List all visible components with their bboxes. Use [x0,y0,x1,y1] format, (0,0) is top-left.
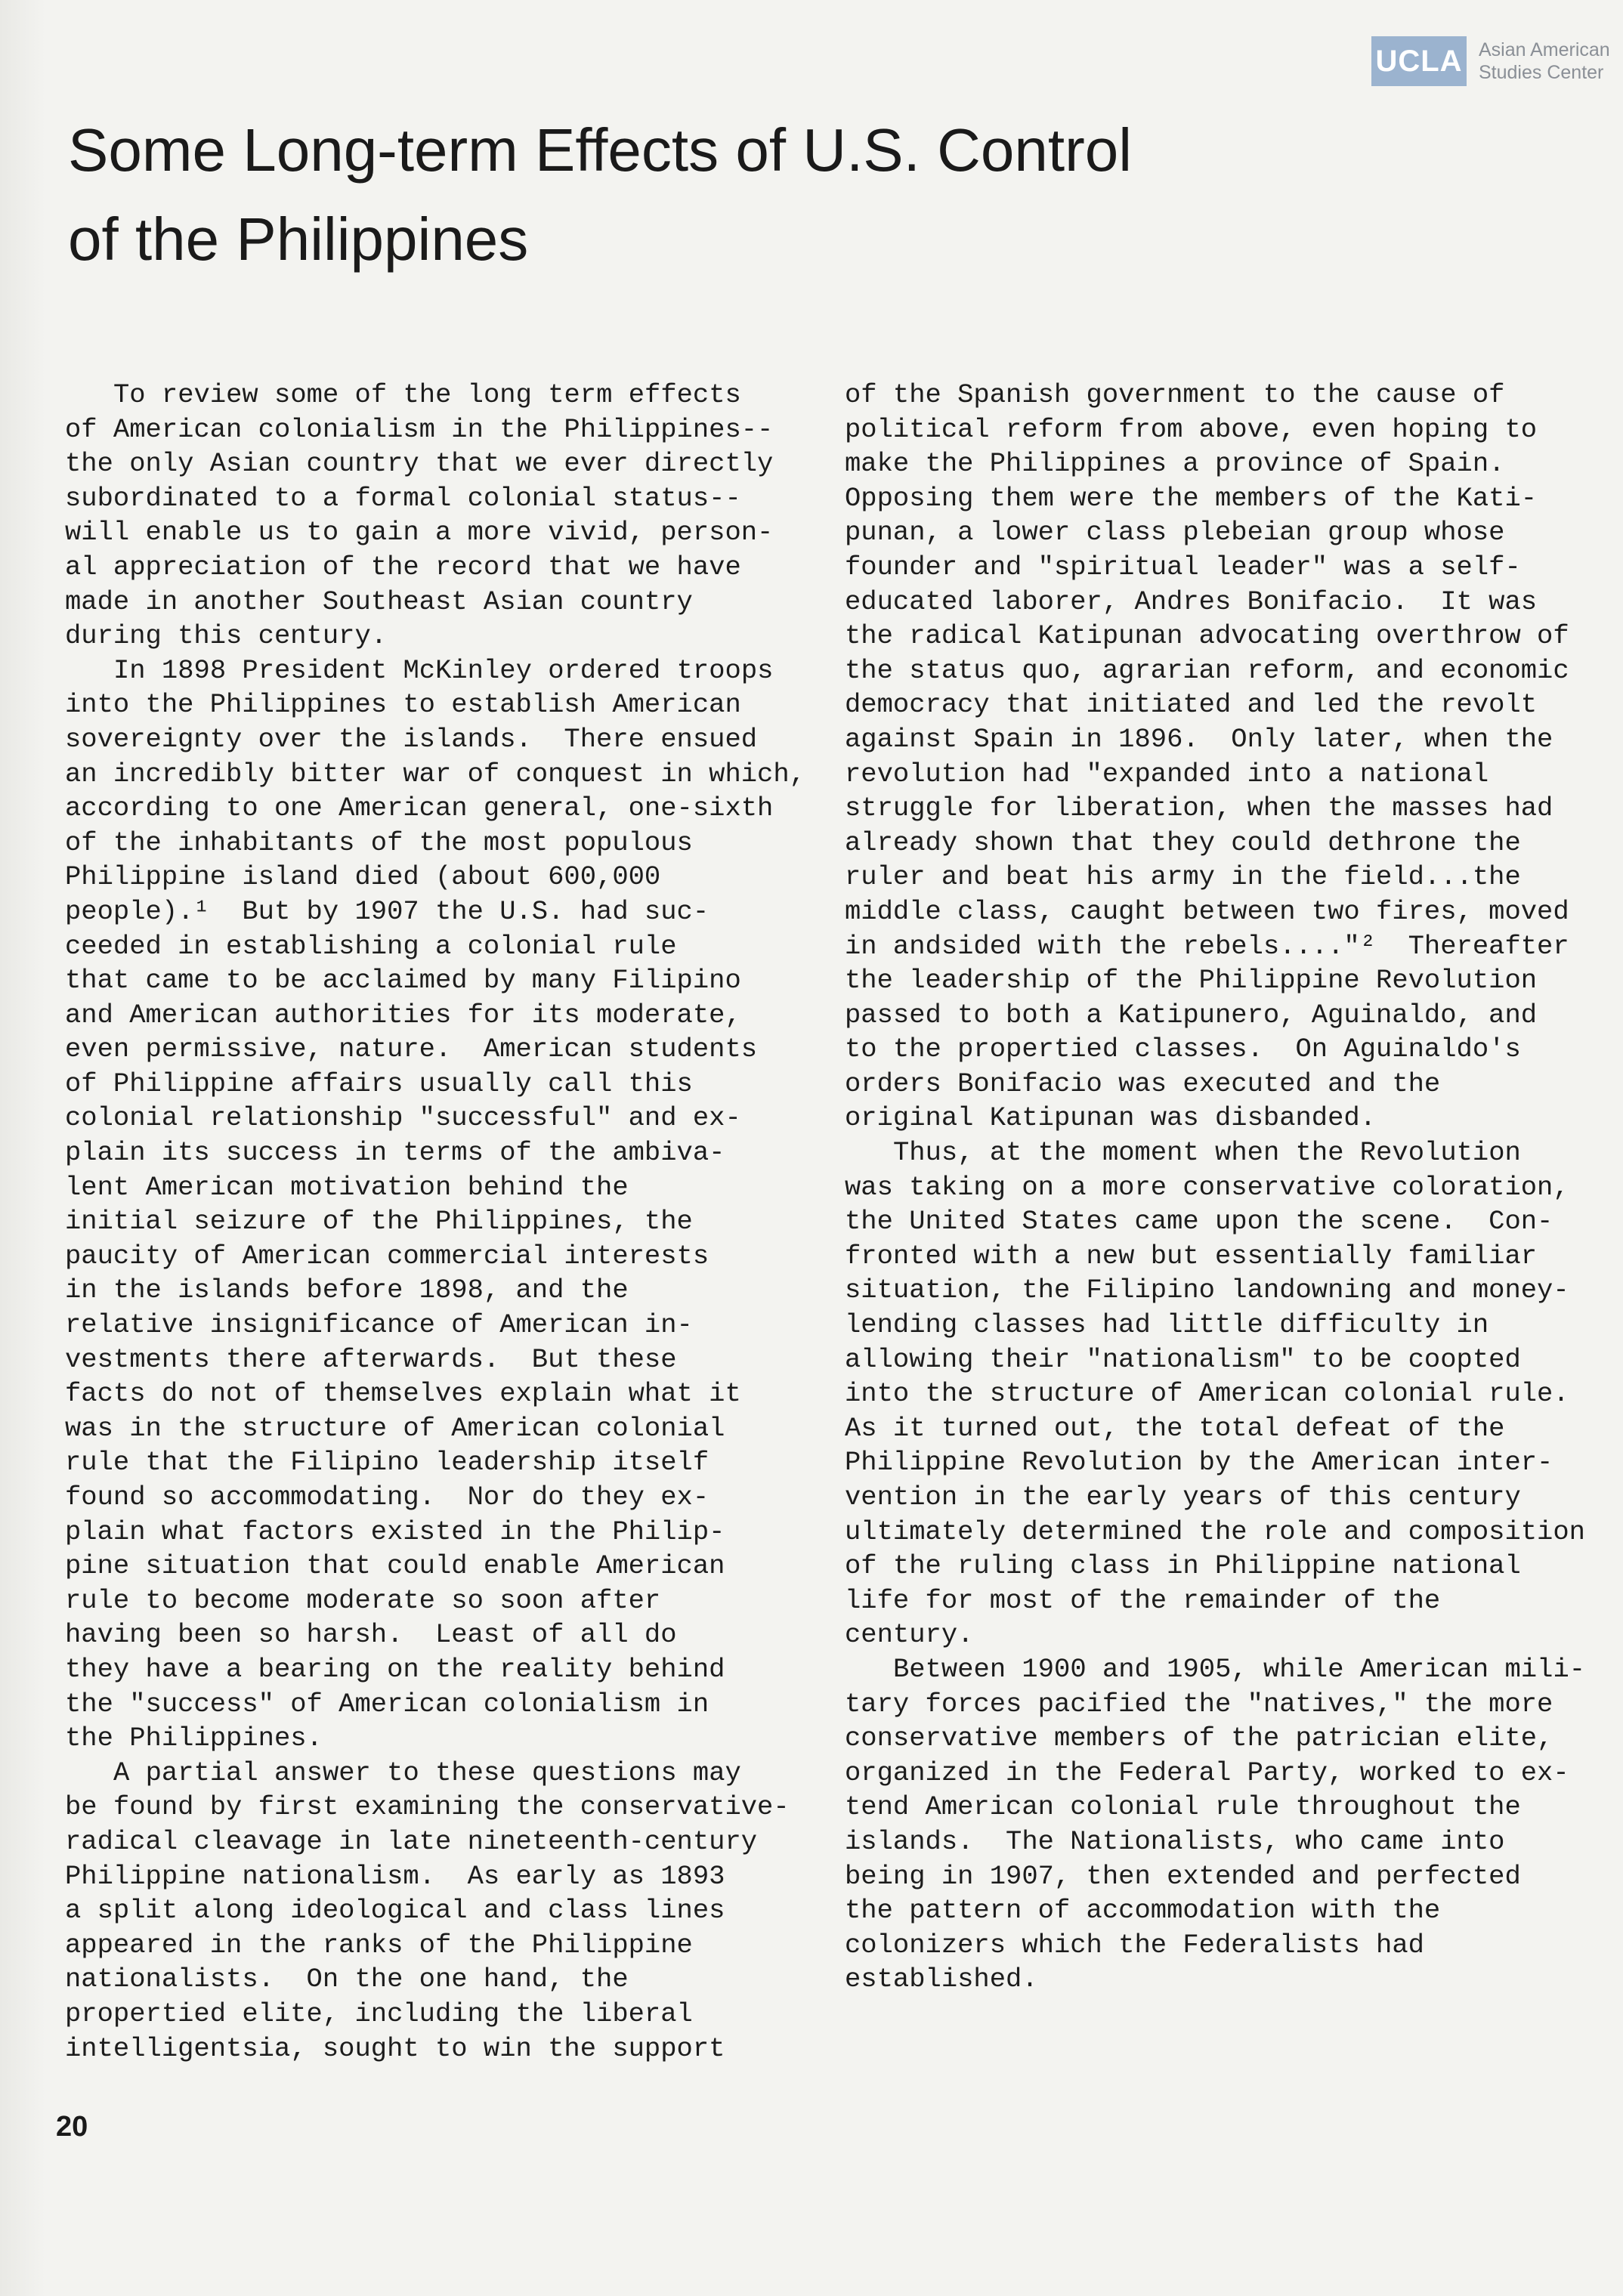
article-title-line-2: of the Philippines [68,205,529,273]
text-line: Opposing them were the members of the Kati- [845,482,1538,514]
text-line: life for most of the remainder of the [845,1584,1441,1616]
text-line: To review some of the long term effects [113,379,741,410]
text-line: revolution had "expanded into a national [845,758,1489,790]
text-line: established. [845,1964,1038,1995]
text-line: even permissive, nature. American students [65,1034,758,1065]
page-number: 20 [56,2111,88,2143]
text-line: of the ruling class in Philippine national [845,1550,1521,1582]
text-line: century. [845,1619,974,1651]
text-line: situation, the Filipino landowning and money- [845,1275,1569,1306]
text-line: colonial relationship "successful" and ex- [65,1102,741,1134]
text-line: make the Philippines a province of Spain. [845,448,1505,480]
text-line: punan, a lower class plebeian group whose [845,517,1505,549]
text-line: rule that the Filipino leadership itself [65,1447,709,1479]
text-line: of the inhabitants of the most populous [65,827,693,858]
logo-caption [1479,39,1610,84]
text-line: they have a bearing on the reality behind [65,1653,725,1685]
text-line: In 1898 President McKinley ordered troops [113,654,774,686]
text-line: made in another Southeast Asian country [65,586,693,617]
text-line: according to one American general, one-sixth [65,793,774,824]
text-line: lent American motivation behind the [65,1171,629,1203]
logo-caption-line-1: Asian American [1479,39,1610,60]
text-line: Between 1900 and 1905, while American mili- [893,1653,1586,1685]
text-line: conservative members of the patrician elite, [845,1723,1553,1754]
right-text-column [845,378,1608,1997]
text-line: the radical Katipunan advocating overthrow of [845,620,1569,652]
text-line: islands. The Nationalists, who came into [845,1825,1505,1857]
text-line: will enable us to gain a more vivid, person- [65,517,774,549]
text-line: the status quo, agrarian reform, and economic [845,654,1569,686]
ucla-logo-box: UCLA [1371,36,1467,86]
text-line: struggle for liberation, when the masses had [845,793,1553,824]
text-line: nationalists. On the one hand, the [65,1964,629,1995]
text-line: the Philippines. [65,1723,323,1754]
text-line: ceeded in establishing a colonial rule [65,930,677,962]
article-title [68,106,1352,284]
text-line: of American colonialism in the Philippines-- [65,413,774,445]
text-line: initial seizure of the Philippines, the [65,1206,693,1238]
text-line: plain its success in terms of the ambiva- [65,1137,725,1169]
text-line: tend American colonial rule throughout the [845,1791,1521,1823]
text-line: appeared in the ranks of the Philippine [65,1929,693,1961]
text-line: founder and "spiritual leader" was a self- [845,551,1521,582]
text-line: ruler and beat his army in the field...the [845,861,1521,893]
text-line: in andsided with the rebels...."² Thereafter [845,930,1569,962]
text-line: vention in the early years of this century [845,1482,1521,1513]
text-line: ultimately determined the role and composition [845,1516,1585,1547]
text-line: subordinated to a formal colonial status-- [65,482,741,514]
text-line: original Katipunan was disbanded. [845,1102,1377,1134]
text-line: lending classes had little difficulty in [845,1309,1489,1341]
text-line: As it turned out, the total defeat of the [845,1412,1505,1444]
text-line: al appreciation of the record that we have [65,551,741,582]
text-line: intelligentsia, sought to win the support [65,2032,725,2064]
text-line: middle class, caught between two fires, moved [845,895,1569,927]
text-line: orders Bonifacio was executed and the [845,1068,1441,1099]
text-line: having been so harsh. Least of all do [65,1619,677,1651]
text-line: found so accommodating. Nor do they ex- [65,1482,709,1513]
text-line: plain what factors existed in the Philip- [65,1516,725,1547]
text-line: democracy that initiated and led the revolt [845,689,1538,721]
text-line: and American authorities for its moderate, [65,999,741,1031]
text-line: tary forces pacified the "natives," the more [845,1688,1553,1720]
text-line: the United States came upon the scene. Con- [845,1206,1553,1238]
text-line: during this century. [65,620,388,652]
text-line: be found by first examining the conservative- [65,1791,790,1823]
text-line: Thus, at the moment when the Revolution [893,1137,1521,1169]
text-line: A partial answer to these questions may [113,1757,741,1788]
text-line: paucity of American commercial interests [65,1240,709,1272]
text-line: against Spain in 1896. Only later, when the [845,723,1553,755]
text-line: a split along ideological and class lines [65,1895,725,1927]
text-line: sovereignty over the islands. There ensued [65,723,758,755]
text-line: fronted with a new but essentially familiar [845,1240,1538,1272]
text-line: to the propertied classes. On Aguinaldo's [845,1034,1521,1065]
text-line: Philippine nationalism. As early as 1893 [65,1860,725,1892]
ucla-aasc-logo [1371,36,1610,86]
text-line: relative insignificance of American in- [65,1309,693,1341]
text-line: the pattern of accommodation with the [845,1895,1441,1927]
text-line: of Philippine affairs usually call this [65,1068,693,1099]
text-line: colonizers which the Federalists had [845,1929,1424,1961]
text-line: was taking on a more conservative coloration, [845,1171,1569,1203]
page-edge-shadow [0,0,45,2296]
text-line: vestments there afterwards. But these [65,1343,677,1375]
text-line: passed to both a Katipunero, Aguinaldo, and [845,999,1538,1031]
text-line: that came to be acclaimed by many Filipino [65,965,741,997]
text-line: facts do not of themselves explain what it [65,1378,741,1410]
text-line: the "success" of American colonialism in [65,1688,709,1720]
text-line: the leadership of the Philippine Revolution [845,965,1538,997]
text-line: allowing their "nationalism" to be coopted [845,1343,1521,1375]
text-line: political reform from above, even hoping to [845,413,1538,445]
text-line: organized in the Federal Party, worked to ex- [845,1757,1569,1788]
left-text-column [65,378,813,2066]
text-line: people).¹ But by 1907 the U.S. had suc- [65,895,709,927]
article-title-line-1: Some Long-term Effects of U.S. Control [68,116,1133,184]
text-line: in the islands before 1898, and the [65,1275,629,1306]
text-line: rule to become moderate so soon after [65,1584,661,1616]
text-line: into the Philippines to establish American [65,689,741,721]
text-line: of the Spanish government to the cause of [845,379,1505,410]
text-line: Philippine Revolution by the American inter- [845,1447,1553,1479]
text-line: the only Asian country that we ever directly [65,448,774,480]
text-line: propertied elite, including the liberal [65,1998,693,2029]
text-line: into the structure of American colonial rule. [845,1378,1569,1410]
text-line: educated laborer, Andres Bonifacio. It was [845,586,1538,617]
logo-caption-line-2: Studies Center [1479,62,1604,83]
text-line: being in 1907, then extended and perfected [845,1860,1521,1892]
text-line: Philippine island died (about 600,000 [65,861,661,893]
text-line: was in the structure of American colonial [65,1412,725,1444]
text-line: an incredibly bitter war of conquest in which, [65,758,805,790]
text-line: already shown that they could dethrone the [845,827,1521,858]
text-line: pine situation that could enable American [65,1550,725,1582]
text-line: radical cleavage in late nineteenth-century [65,1825,758,1857]
